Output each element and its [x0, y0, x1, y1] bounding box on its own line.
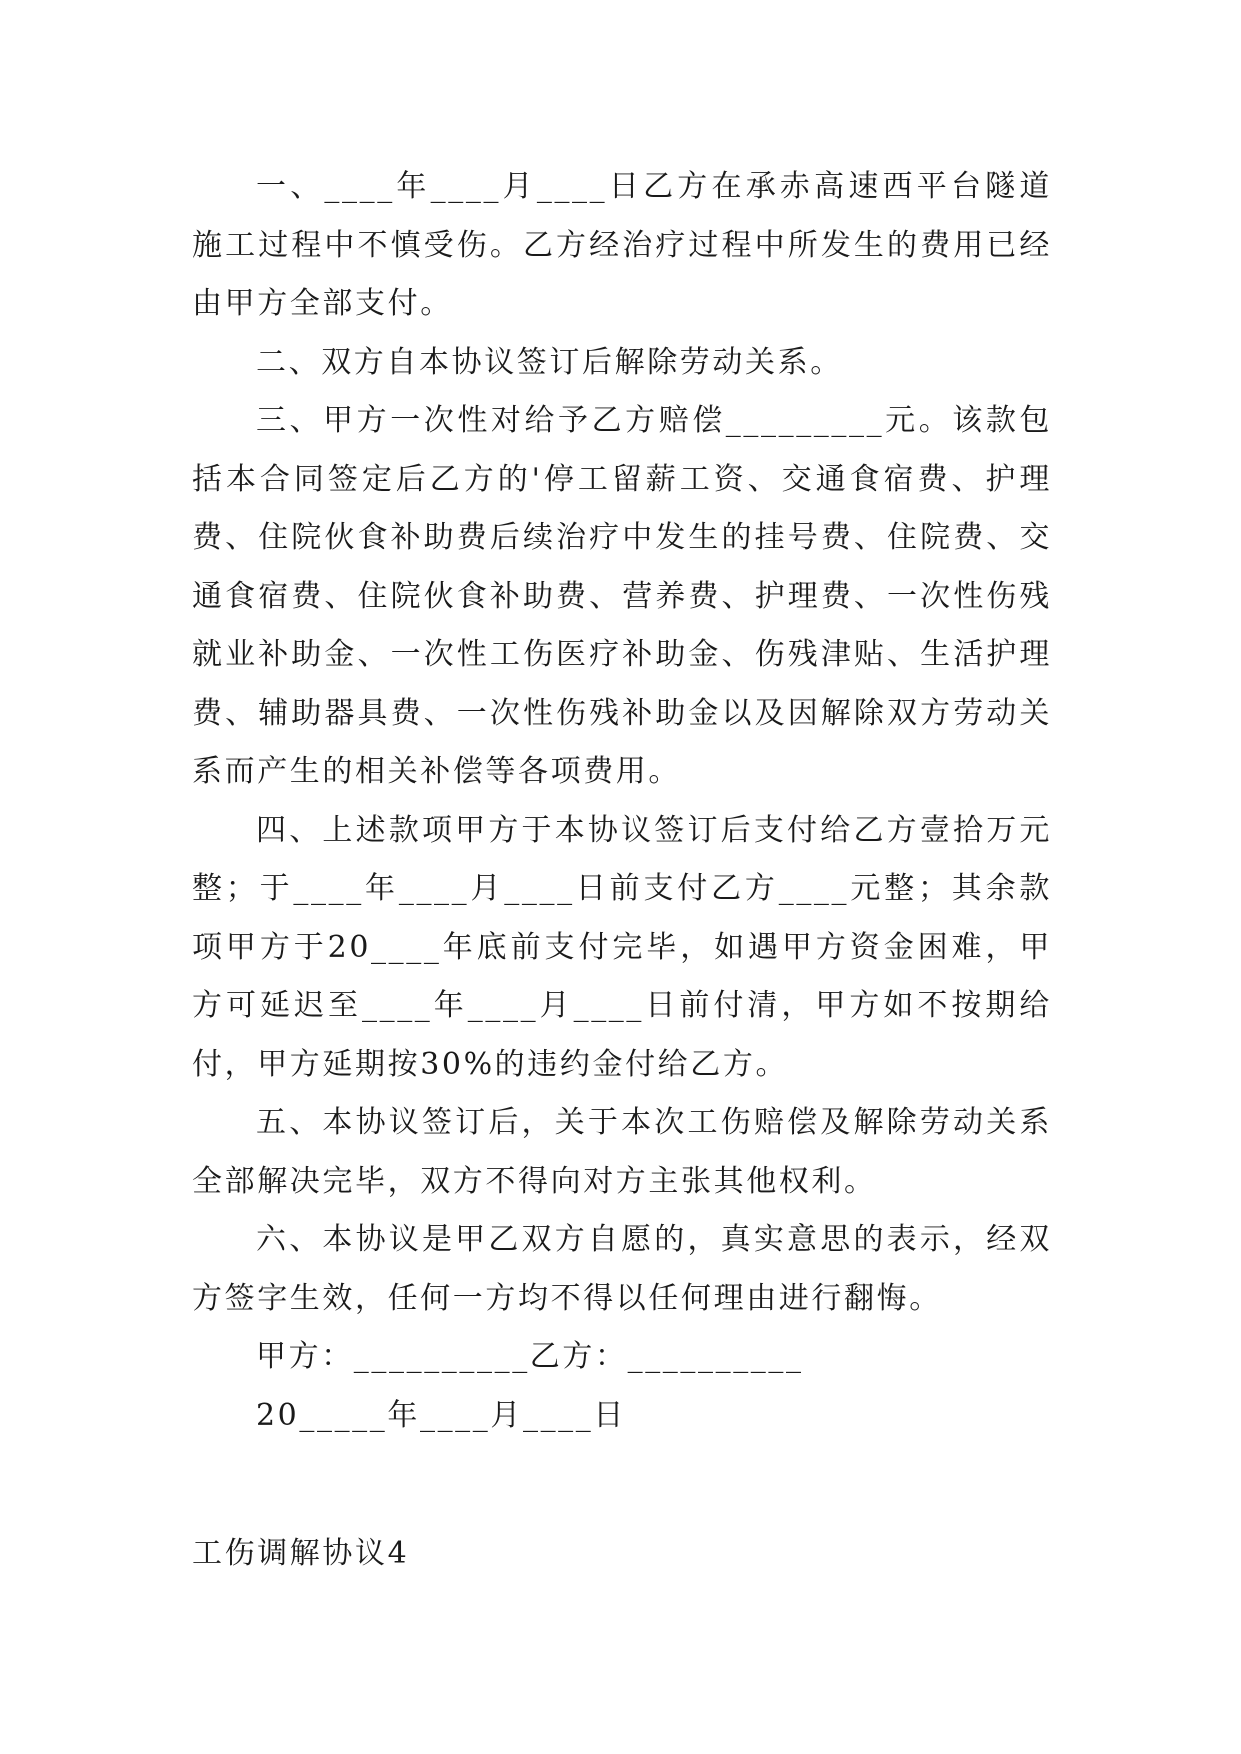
next-section-title: 工伤调解协议4 [192, 1536, 410, 1571]
clause-2: 二、双方自本协议签订后解除劳动关系。 [256, 344, 843, 380]
clause-4: 四、上述款项甲方于本协议签订后支付给乙方壹拾万元整；于____年____月____日前支付乙方____元整；其余款项甲方于20____年底前支付完毕，如遇甲方资金困难，甲方可延迟至____年____月____日前付清，甲方如不按期给付，甲方延期按30%的违约金付给乙方。 [192, 812, 1052, 1082]
clause-5: 五、本协议签订后，关于本次工伤赔偿及解除劳动关系全部解决完毕，双方不得向对方主张其他权利。 [192, 1105, 1052, 1199]
clause-3: 三、甲方一次性对给予乙方赔偿_________元。该款包括本合同签定后乙方的'停工留薪工资、交通食宿费、护理费、住院伙食补助费后续治疗中发生的挂号费、住院费、交通食宿费、住院伙食补助费、营养费、护理费、一次性伤残就业补助金、一次性工伤医疗补助金、伤残津贴、生活护理费、辅助器具费、一次性伤残补助金以及因解除双方劳动关系而产生的相关补偿等各项费用。 [192, 403, 1052, 789]
clause-1: 一、____年____月____日乙方在承赤高速西平台隧道施工过程中不慎受伤。乙方经治疗过程中所发生的费用已经由甲方全部支付。 [192, 169, 1052, 321]
date-line: 20_____年____月____日 [256, 1397, 626, 1433]
document-page [192, 158, 1052, 1584]
section-gap [192, 1445, 1052, 1525]
clause-6: 六、本协议是甲乙双方自愿的，真实意思的表示，经双方签字生效，任何一方均不得以任何理由进行翻悔。 [192, 1222, 1052, 1316]
signature-line: 甲方：__________乙方：__________ [256, 1339, 804, 1374]
